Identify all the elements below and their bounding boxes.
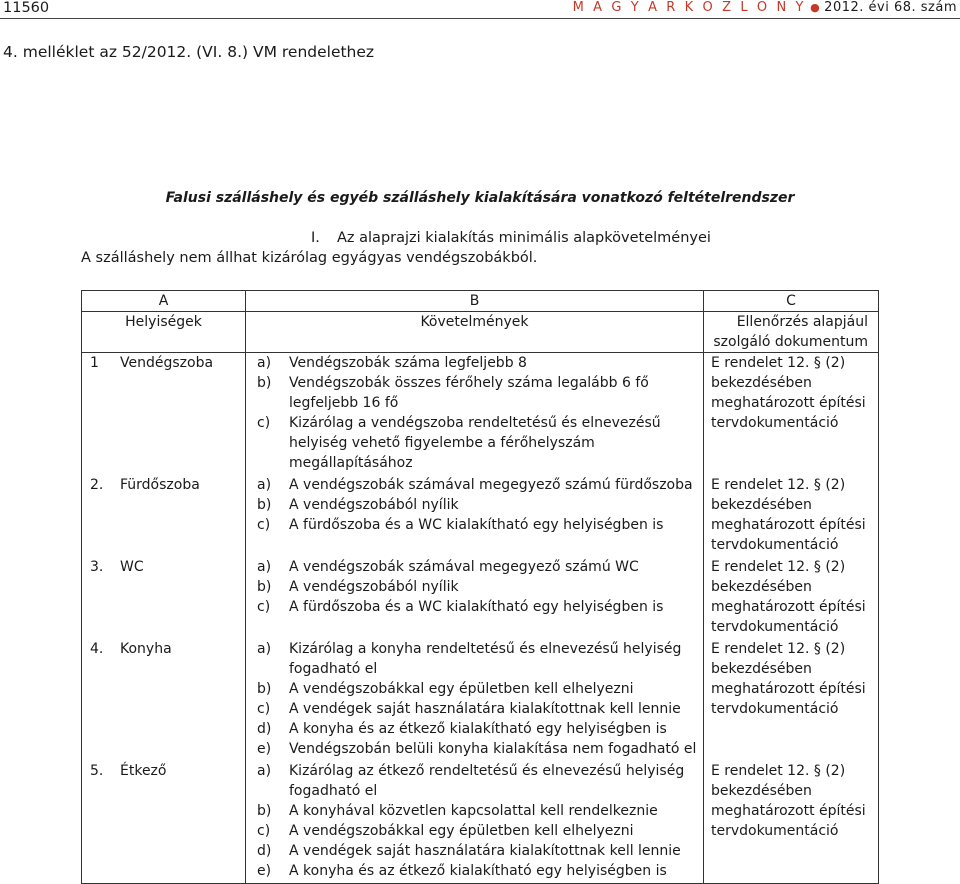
check-document-line: meghatározott építési xyxy=(711,681,866,697)
check-document-line: E rendelet 12. § (2) xyxy=(711,763,846,779)
section-number: I. xyxy=(311,230,320,246)
room-name: Vendégszoba xyxy=(120,355,214,371)
requirement-item xyxy=(246,861,703,881)
requirement-text: A konyha és az étkező kialakítható egy helyiségben is xyxy=(289,721,667,737)
requirement-item xyxy=(246,495,703,515)
requirement-item xyxy=(246,679,703,699)
requirement-item xyxy=(246,739,703,759)
col-header-rooms: Helyiségek xyxy=(82,312,246,353)
requirement-item xyxy=(246,577,703,597)
requirement-text: A fürdőszoba és a WC kialakítható egy helyiségben is xyxy=(289,517,664,533)
row-number: 5. xyxy=(90,763,104,779)
requirement-letter: a) xyxy=(257,641,272,657)
room-name: Konyha xyxy=(120,641,172,657)
requirement-item xyxy=(246,475,703,495)
requirements-cell xyxy=(246,353,704,476)
requirement-letter: c) xyxy=(257,823,271,839)
requirement-item xyxy=(246,719,703,739)
table-row xyxy=(82,557,879,639)
table-row xyxy=(82,761,879,884)
requirement-text: A vendégek saját használatára kialakítottnak kell lennie xyxy=(289,701,681,717)
requirement-letter: c) xyxy=(257,517,271,533)
requirement-text: Vendégszobák száma legfeljebb 8 xyxy=(289,355,527,371)
room-name: WC xyxy=(120,559,144,575)
requirement-letter: e) xyxy=(257,863,272,879)
section-heading xyxy=(311,230,711,246)
check-document-line: bekezdésében xyxy=(711,375,812,391)
requirement-letter: b) xyxy=(257,579,272,595)
annex-title: 4. melléklet az 52/2012. (VI. 8.) VM rendelethez xyxy=(3,43,375,61)
requirement-item xyxy=(246,699,703,719)
requirement-item xyxy=(246,841,703,861)
journal-issue: 2012. évi 68. szám xyxy=(824,0,957,15)
check-document-line: tervdokumentáció xyxy=(711,415,839,431)
header-rule xyxy=(0,18,960,19)
room-cell xyxy=(82,761,246,884)
requirement-text: Kizárólag a konyha rendeltetésű és elnevezésű helyiség fogadható el xyxy=(289,641,682,677)
check-document-line: tervdokumentáció xyxy=(711,619,839,635)
column-headers-row xyxy=(82,312,879,353)
col-letter-c: C xyxy=(704,291,879,312)
col-letter-b: B xyxy=(246,291,704,312)
requirement-text: Kizárólag a vendégszoba rendeltetésű és elnevezésű helyiség vehető figyelembe a férőhelyszám megállapításához xyxy=(289,415,661,471)
room-cell xyxy=(82,557,246,639)
requirement-text: A vendégszobából nyílik xyxy=(289,497,459,513)
check-document-line: bekezdésében xyxy=(711,783,812,799)
requirement-item xyxy=(246,761,703,801)
document-title: Falusi szálláshely és egyéb szálláshely kialakítására vonatkozó feltételrendszer xyxy=(165,190,795,206)
col-letter-a: A xyxy=(82,291,246,312)
requirement-text: A vendégszobák számával megegyező számú fürdőszoba xyxy=(289,477,693,493)
journal-name: M A G Y A R K Ö Z L Ö N Y xyxy=(572,0,807,15)
col-header-requirements: Követelmények xyxy=(246,312,704,353)
requirement-text: A vendégszobából nyílik xyxy=(289,579,459,595)
requirement-letter: c) xyxy=(257,701,271,717)
check-document-cell xyxy=(704,557,879,639)
requirement-letter: b) xyxy=(257,497,272,513)
requirement-item xyxy=(246,353,703,373)
room-cell xyxy=(82,353,246,476)
check-document-line: E rendelet 12. § (2) xyxy=(711,641,846,657)
check-document-line: tervdokumentáció xyxy=(711,701,839,717)
section-text: Az alaprajzi kialakítás minimális alapkövetelményei xyxy=(337,230,711,246)
requirements-cell xyxy=(246,475,704,557)
requirements-table-body xyxy=(82,291,879,884)
check-document-line: E rendelet 12. § (2) xyxy=(711,559,846,575)
requirement-text: A vendégszobák számával megegyező számú WC xyxy=(289,559,639,575)
check-document-line: E rendelet 12. § (2) xyxy=(711,355,846,371)
requirement-item xyxy=(246,373,703,413)
requirement-letter: e) xyxy=(257,741,272,757)
room-cell xyxy=(82,475,246,557)
requirement-text: Kizárólag az étkező rendeltetésű és elnevezésű helyiség fogadható el xyxy=(289,763,685,799)
requirements-cell xyxy=(246,557,704,639)
table-row xyxy=(82,353,879,476)
room-name: Étkező xyxy=(120,763,167,779)
row-number: 1 xyxy=(90,355,99,371)
check-document-line: meghatározott építési xyxy=(711,803,866,819)
requirement-text: A konyha és az étkező kialakítható egy helyiségben is xyxy=(289,863,667,879)
check-document-cell xyxy=(704,475,879,557)
col-header-check-document: Ellenőrzés alapjául szolgáló dokumentum xyxy=(704,312,879,353)
check-document-line: meghatározott építési xyxy=(711,599,866,615)
intro-note: A szálláshely nem állhat kizárólag egyágyas vendégszobákból. xyxy=(81,250,538,266)
check-document-line: tervdokumentáció xyxy=(711,823,839,839)
requirement-item xyxy=(246,413,703,473)
requirement-letter: b) xyxy=(257,681,272,697)
requirement-text: A vendégek saját használatára kialakítottnak kell lennie xyxy=(289,843,681,859)
table-row xyxy=(82,639,879,761)
requirement-text: A konyhával közvetlen kapcsolattal kell rendelkeznie xyxy=(289,803,658,819)
check-document-line: meghatározott építési xyxy=(711,395,866,411)
requirement-letter: a) xyxy=(257,355,272,371)
requirement-text: A fürdőszoba és a WC kialakítható egy helyiségben is xyxy=(289,599,664,615)
check-document-line: bekezdésében xyxy=(711,497,812,513)
requirement-item xyxy=(246,801,703,821)
requirements-cell xyxy=(246,761,704,884)
check-document-cell xyxy=(704,353,879,476)
requirements-cell xyxy=(246,639,704,761)
requirement-item xyxy=(246,557,703,577)
requirement-letter: a) xyxy=(257,477,272,493)
row-number: 3. xyxy=(90,559,104,575)
requirements-table xyxy=(81,290,879,884)
requirement-item xyxy=(246,639,703,679)
requirement-letter: d) xyxy=(257,843,272,859)
requirement-letter: d) xyxy=(257,721,272,737)
table-row xyxy=(82,475,879,557)
requirement-item xyxy=(246,821,703,841)
requirement-text: Vendégszobán belüli konyha kialakítása nem fogadható el xyxy=(289,741,697,757)
check-document-line: bekezdésében xyxy=(711,579,812,595)
room-name: Fürdőszoba xyxy=(120,477,200,493)
row-number: 4. xyxy=(90,641,104,657)
check-document-line: meghatározott építési xyxy=(711,517,866,533)
requirement-letter: a) xyxy=(257,763,272,779)
requirement-letter: c) xyxy=(257,599,271,615)
column-letters-row xyxy=(82,291,879,312)
check-document-line: tervdokumentáció xyxy=(711,537,839,553)
requirement-letter: b) xyxy=(257,803,272,819)
requirement-letter: b) xyxy=(257,375,272,391)
bullet-icon: ● xyxy=(810,1,821,14)
requirement-text: A vendégszobákkal egy épületben kell elhelyezni xyxy=(289,823,634,839)
room-cell xyxy=(82,639,246,761)
requirement-item xyxy=(246,515,703,535)
requirement-letter: a) xyxy=(257,559,272,575)
check-document-cell xyxy=(704,761,879,884)
check-document-line: E rendelet 12. § (2) xyxy=(711,477,846,493)
row-number: 2. xyxy=(90,477,104,493)
page-number: 11560 xyxy=(3,0,50,16)
requirement-text: Vendégszobák összes férőhely száma legalább 6 fő legfeljebb 16 fő xyxy=(289,375,649,411)
check-document-cell xyxy=(704,639,879,761)
journal-header xyxy=(573,0,957,15)
requirement-text: A vendégszobákkal egy épületben kell elhelyezni xyxy=(289,681,634,697)
requirement-letter: c) xyxy=(257,415,271,431)
requirement-item xyxy=(246,597,703,617)
check-document-line: bekezdésében xyxy=(711,661,812,677)
